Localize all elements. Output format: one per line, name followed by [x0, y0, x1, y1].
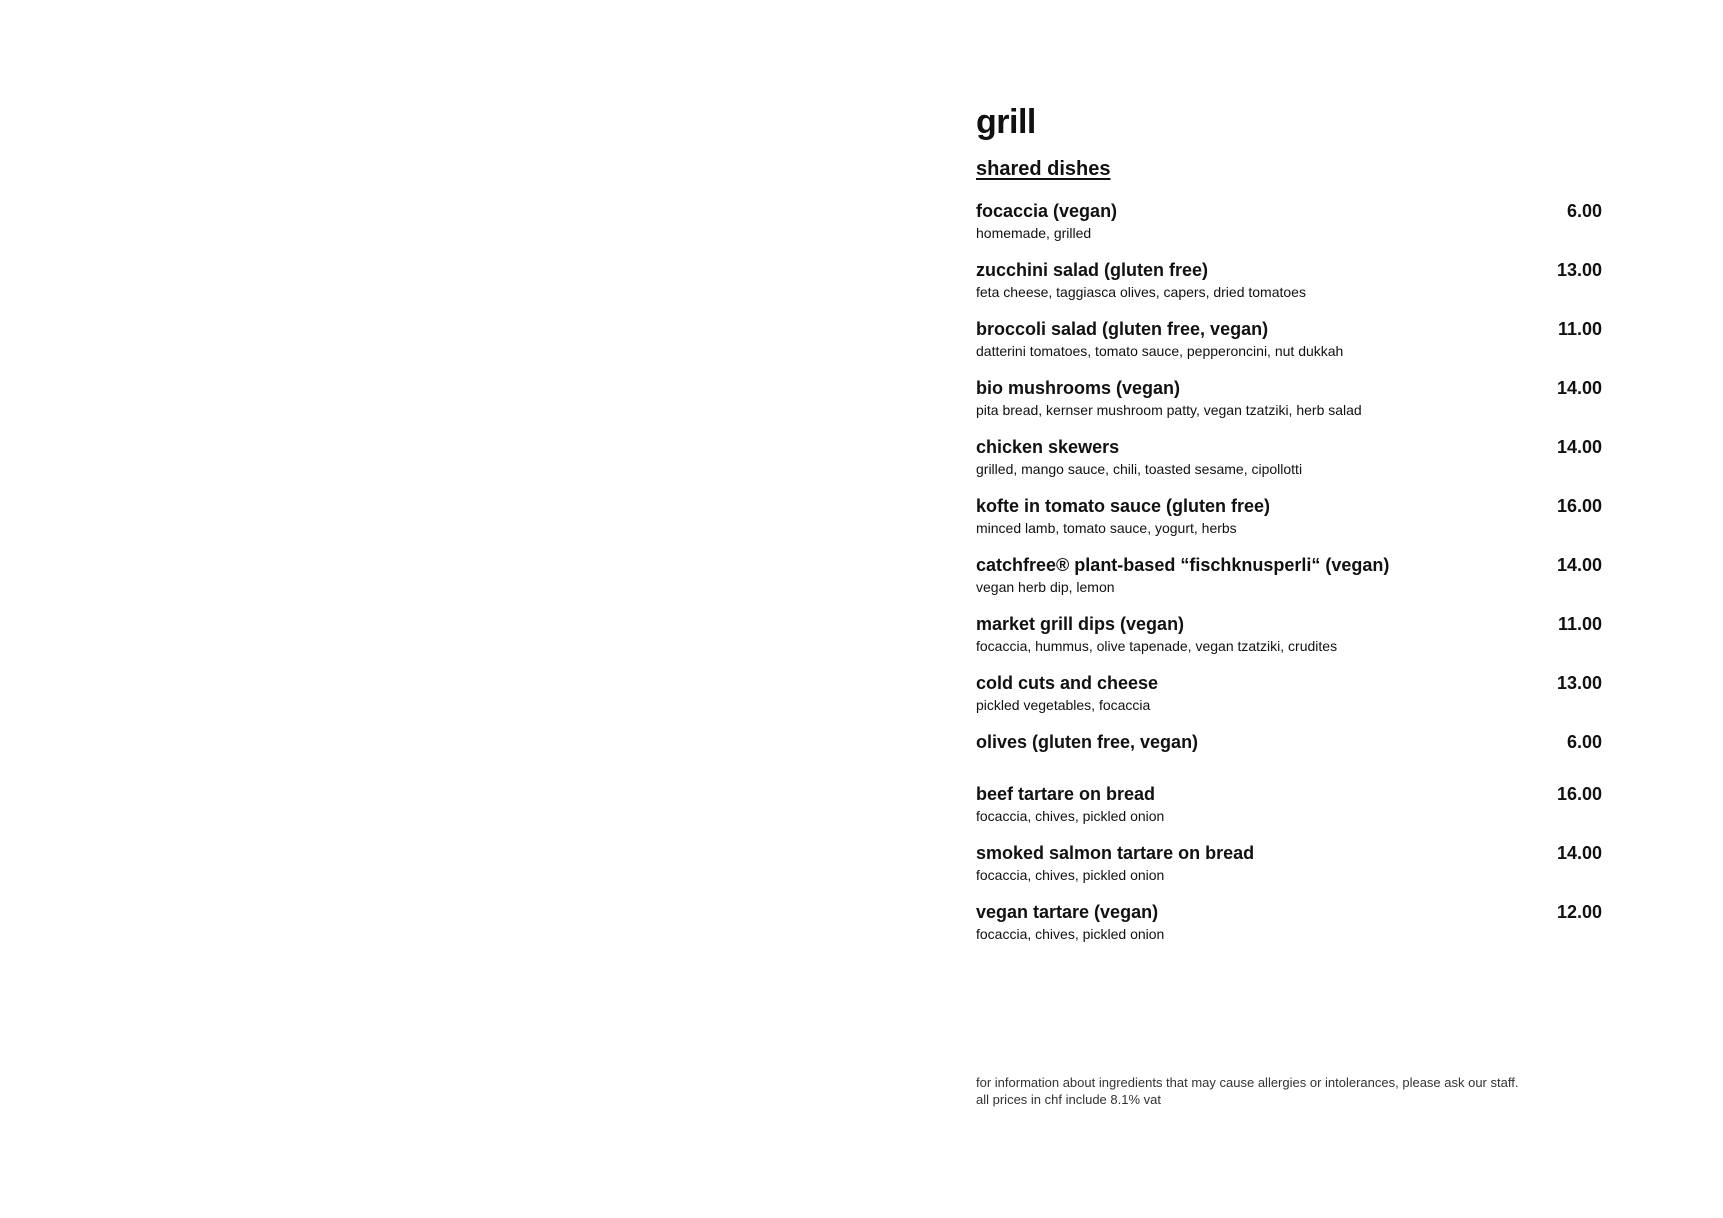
menu-item-name: chicken skewers — [976, 437, 1120, 457]
menu-item-description: homemade, grilled — [976, 225, 1092, 241]
menu-item — [976, 670, 1602, 729]
menu-item-price: 16.00 — [1556, 496, 1602, 516]
menu-item-row — [976, 611, 1602, 637]
menu-item-description: focaccia, hummus, olive tapenade, vegan tzatziki, crudites — [976, 638, 1338, 654]
menu-item-price: 14.00 — [1556, 378, 1602, 398]
menu-item-row — [976, 434, 1602, 460]
menu-item-name: broccoli salad (gluten free, vegan) — [976, 319, 1269, 339]
menu-item — [976, 316, 1602, 375]
menu-item-description: pita bread, kernser mushroom patty, vegan tzatziki, herb salad — [976, 402, 1362, 418]
menu-item-price: 13.00 — [1556, 260, 1602, 280]
menu-item-price: 12.00 — [1556, 902, 1602, 922]
menu-item-price: 14.00 — [1556, 843, 1602, 863]
menu-item-price: 14.00 — [1556, 555, 1602, 575]
page-title: grill — [976, 103, 1036, 141]
menu-item — [976, 781, 1602, 840]
menu-column — [976, 100, 1602, 958]
menu-item-description: focaccia, chives, pickled onion — [976, 926, 1165, 942]
menu-item — [976, 257, 1602, 316]
menu-item-price: 6.00 — [1566, 201, 1602, 221]
allergy-note: for information about ingredients that may cause allergies or intolerances, please ask our staff. — [976, 1075, 1519, 1090]
menu-item — [976, 840, 1602, 899]
menu-item — [976, 493, 1602, 552]
menu-item-price: 16.00 — [1556, 784, 1602, 804]
menu-item — [976, 552, 1602, 611]
menu-item — [976, 434, 1602, 493]
menu-item-name: olives (gluten free, vegan) — [976, 732, 1199, 752]
menu-item-row — [976, 552, 1602, 578]
menu-item — [976, 899, 1602, 958]
menu-item-row — [976, 375, 1602, 401]
menu-item-description: feta cheese, taggiasca olives, capers, dried tomatoes — [976, 284, 1306, 300]
menu-item-price: 6.00 — [1566, 732, 1602, 752]
menu-item-price: 13.00 — [1556, 673, 1602, 693]
menu-item — [976, 611, 1602, 670]
menu-item-description: focaccia, chives, pickled onion — [976, 808, 1165, 824]
menu-item-row — [976, 840, 1602, 866]
menu-item-description: focaccia, chives, pickled onion — [976, 867, 1165, 883]
menu-item-price: 11.00 — [1557, 614, 1602, 634]
menu-item-description: minced lamb, tomato sauce, yogurt, herbs — [976, 520, 1237, 536]
menu-item-row — [976, 729, 1602, 755]
menu-item — [976, 198, 1602, 257]
menu-item-price: 14.00 — [1556, 437, 1602, 457]
menu-item-name: bio mushrooms (vegan) — [976, 378, 1181, 398]
menu-item-name: focaccia (vegan) — [976, 201, 1118, 221]
menu-item-name: zucchini salad (gluten free) — [976, 260, 1209, 280]
menu-item-name: vegan tartare (vegan) — [976, 902, 1159, 922]
menu-item-name: market grill dips (vegan) — [976, 614, 1185, 634]
menu-item-name: catchfree® plant-based “fischknusperli“ (vegan) — [976, 555, 1390, 575]
menu-item-row — [976, 198, 1602, 224]
menu-item-name: beef tartare on bread — [976, 784, 1156, 804]
menu-item-list — [976, 198, 1602, 958]
menu-item — [976, 729, 1602, 781]
menu-item-price: 11.00 — [1557, 319, 1602, 339]
menu-item-row — [976, 257, 1602, 283]
menu-item-name: cold cuts and cheese — [976, 673, 1159, 693]
menu-item-row — [976, 670, 1602, 696]
menu-item-row — [976, 781, 1602, 807]
vat-note: all prices in chf include 8.1% vat — [976, 1092, 1161, 1107]
menu-item-row — [976, 493, 1602, 519]
menu-item — [976, 375, 1602, 434]
menu-item-name: smoked salmon tartare on bread — [976, 843, 1255, 863]
menu-item-description: pickled vegetables, focaccia — [976, 697, 1151, 713]
menu-item-description: grilled, mango sauce, chili, toasted sesame, cipollotti — [976, 461, 1303, 477]
menu-item-description: vegan herb dip, lemon — [976, 579, 1115, 595]
section-heading: shared dishes — [976, 158, 1111, 180]
menu-item-row — [976, 899, 1602, 925]
menu-item-description: datterini tomatoes, tomato sauce, pepperoncini, nut dukkah — [976, 343, 1344, 359]
menu-item-name: kofte in tomato sauce (gluten free) — [976, 496, 1271, 516]
menu-item-row — [976, 316, 1602, 342]
footnotes — [976, 1074, 1602, 1108]
